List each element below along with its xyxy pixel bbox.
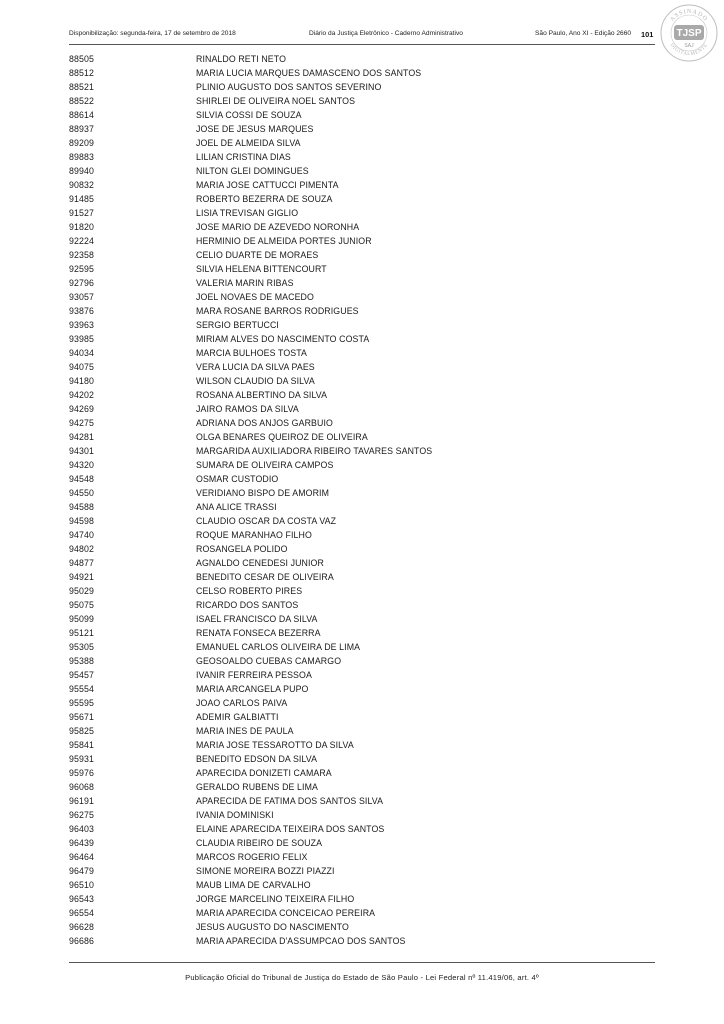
entry-name: ROBERTO BEZERRA DE SOUZA	[196, 194, 333, 204]
list-item	[69, 752, 589, 766]
entry-name: MIRIAM ALVES DO NASCIMENTO COSTA	[196, 334, 370, 344]
entry-name: SUMARA DE OLIVEIRA CAMPOS	[196, 460, 334, 470]
entry-name: MARIA INES DE PAULA	[196, 726, 294, 736]
entry-number: 89940	[69, 166, 94, 176]
entry-number: 94548	[69, 474, 94, 484]
list-item	[69, 598, 589, 612]
entry-name: MARCOS ROGERIO FELIX	[196, 852, 308, 862]
entry-number: 96554	[69, 908, 94, 918]
entry-name: MARIA LUCIA MARQUES DAMASCENO DOS SANTOS	[196, 68, 422, 78]
entry-number: 96068	[69, 782, 94, 792]
entry-list	[69, 52, 589, 948]
list-item	[69, 94, 589, 108]
entry-name: BENEDITO EDSON DA SILVA	[196, 754, 318, 764]
entry-name: JOSE MARIO DE AZEVEDO NORONHA	[196, 222, 360, 232]
list-item	[69, 52, 589, 66]
entry-name: IVANIR FERREIRA PESSOA	[196, 670, 312, 680]
list-item	[69, 458, 589, 472]
list-item	[69, 332, 589, 346]
list-item	[69, 248, 589, 262]
entry-number: 94598	[69, 516, 94, 526]
entry-name: SERGIO BERTUCCI	[196, 320, 279, 330]
header-divider	[69, 44, 655, 45]
entry-name: NILTON GLEI DOMINGUES	[196, 166, 309, 176]
list-item	[69, 920, 589, 934]
entry-number: 92224	[69, 236, 94, 246]
entry-name: RICARDO DOS SANTOS	[196, 600, 299, 610]
list-item	[69, 472, 589, 486]
entry-number: 94269	[69, 404, 94, 414]
entry-number: 94075	[69, 362, 94, 372]
entry-name: OLGA BENARES QUEIROZ DE OLIVEIRA	[196, 432, 368, 442]
entry-number: 95554	[69, 684, 94, 694]
entry-number: 92796	[69, 278, 94, 288]
list-item	[69, 696, 589, 710]
list-item	[69, 934, 589, 948]
list-item	[69, 640, 589, 654]
entry-name: JOEL DE ALMEIDA SILVA	[196, 138, 301, 148]
list-item	[69, 878, 589, 892]
header-availability-date: Disponibilização: segunda-feira, 17 de setembro de 2018	[69, 30, 236, 37]
entry-name: JOSE DE JESUS MARQUES	[196, 124, 314, 134]
list-item	[69, 164, 589, 178]
header-edition: São Paulo, Ano XI - Edição 2660	[535, 30, 632, 37]
list-item	[69, 570, 589, 584]
list-item	[69, 626, 589, 640]
entry-name: PLINIO AUGUSTO DOS SANTOS SEVERINO	[196, 82, 382, 92]
entry-number: 95976	[69, 768, 94, 778]
seal-graphic	[659, 3, 719, 63]
entry-name: APARECIDA DE FATIMA DOS SANTOS SILVA	[196, 796, 384, 806]
entry-name: MAUB LIMA DE CARVALHO	[196, 880, 311, 890]
list-item	[69, 416, 589, 430]
list-item	[69, 822, 589, 836]
entry-name: JOEL NOVAES DE MACEDO	[196, 292, 314, 302]
entry-number: 94740	[69, 530, 94, 540]
list-item	[69, 486, 589, 500]
entry-name: CLAUDIO OSCAR DA COSTA VAZ	[196, 516, 337, 526]
list-item	[69, 220, 589, 234]
list-item	[69, 654, 589, 668]
entry-number: 88522	[69, 96, 94, 106]
list-item	[69, 584, 589, 598]
entry-name: CELIO DUARTE DE MORAES	[196, 250, 319, 260]
list-item	[69, 668, 589, 682]
entry-name: JAIRO RAMOS DA SILVA	[196, 404, 299, 414]
list-item	[69, 836, 589, 850]
list-item	[69, 122, 589, 136]
entry-name: MARA ROSANE BARROS RODRIGUES	[196, 306, 359, 316]
entry-name: MARIA JOSE TESSAROTTO DA SILVA	[196, 740, 354, 750]
entry-name: VERIDIANO BISPO DE AMORIM	[196, 488, 330, 498]
entry-number: 93985	[69, 334, 94, 344]
entry-number: 91527	[69, 208, 94, 218]
entry-number: 96275	[69, 810, 94, 820]
entry-name: LILIAN CRISTINA DIAS	[196, 152, 291, 162]
list-item	[69, 514, 589, 528]
entry-number: 91485	[69, 194, 94, 204]
entry-name: MARIA APARECIDA CONCEICAO PEREIRA	[196, 908, 376, 918]
entry-number: 94550	[69, 488, 94, 498]
entry-name: SHIRLEI DE OLIVEIRA NOEL SANTOS	[196, 96, 356, 106]
list-item	[69, 710, 589, 724]
entry-number: 95931	[69, 754, 94, 764]
page-number: 101	[641, 30, 654, 39]
entry-name: EMANUEL CARLOS OLIVEIRA DE LIMA	[196, 642, 361, 652]
entry-name: APARECIDA DONIZETI CAMARA	[196, 768, 332, 778]
entry-name: WILSON CLAUDIO DA SILVA	[196, 376, 315, 386]
entry-number: 96479	[69, 866, 94, 876]
entry-number: 93963	[69, 320, 94, 330]
entry-number: 94320	[69, 460, 94, 470]
list-item	[69, 136, 589, 150]
header-journal-title: Diário da Justiça Eletrônico - Caderno Administrativo	[309, 30, 463, 37]
entry-number: 94301	[69, 446, 94, 456]
entry-name: GEOSOALDO CUEBAS CAMARGO	[196, 656, 342, 666]
entry-number: 94588	[69, 502, 94, 512]
entry-name: MARGARIDA AUXILIADORA RIBEIRO TAVARES SANTOS	[196, 446, 433, 456]
list-item	[69, 682, 589, 696]
entry-name: MARIA JOSE CATTUCCI PIMENTA	[196, 180, 339, 190]
entry-number: 90832	[69, 180, 94, 190]
list-item	[69, 724, 589, 738]
entry-number: 95029	[69, 586, 94, 596]
entry-name: GERALDO RUBENS DE LIMA	[196, 782, 318, 792]
list-item	[69, 444, 589, 458]
list-item	[69, 360, 589, 374]
list-item	[69, 150, 589, 164]
entry-number: 96403	[69, 824, 94, 834]
entry-name: VALERIA MARIN RIBAS	[196, 278, 294, 288]
entry-name: MARCIA BULHOES TOSTA	[196, 348, 308, 358]
entry-name: BENEDITO CESAR DE OLIVEIRA	[196, 572, 334, 582]
entry-number: 95457	[69, 670, 94, 680]
list-item	[69, 542, 589, 556]
entry-name: ROSANGELA POLIDO	[196, 544, 288, 554]
list-item	[69, 108, 589, 122]
entry-name: JESUS AUGUSTO DO NASCIMENTO	[196, 922, 349, 932]
entry-name: RENATA FONSECA BEZERRA	[196, 628, 321, 638]
entry-number: 95075	[69, 600, 94, 610]
entry-name: JORGE MARCELINO TEIXEIRA FILHO	[196, 894, 355, 904]
list-item	[69, 262, 589, 276]
entry-name: ROSANA ALBERTINO DA SILVA	[196, 390, 328, 400]
list-item	[69, 192, 589, 206]
entry-number: 94202	[69, 390, 94, 400]
entry-number: 94877	[69, 558, 94, 568]
list-item	[69, 780, 589, 794]
entry-number: 95825	[69, 726, 94, 736]
entry-number: 95388	[69, 656, 94, 666]
entry-number: 88521	[69, 82, 94, 92]
svg-text:ASSINADO	[669, 9, 708, 23]
entry-number: 92595	[69, 264, 94, 274]
list-item	[69, 612, 589, 626]
entry-number: 95595	[69, 698, 94, 708]
entry-number: 96686	[69, 936, 94, 946]
entry-name: OSMAR CUSTODIO	[196, 474, 279, 484]
list-item	[69, 374, 589, 388]
list-item	[69, 402, 589, 416]
entry-name: AGNALDO CENEDESI JUNIOR	[196, 558, 324, 568]
list-item	[69, 528, 589, 542]
list-item	[69, 234, 589, 248]
entry-name: LISIA TREVISAN GIGLIO	[196, 208, 299, 218]
entry-number: 88512	[69, 68, 94, 78]
list-item	[69, 766, 589, 780]
entry-number: 96439	[69, 838, 94, 848]
entry-number: 88505	[69, 54, 94, 64]
entry-name: SILVIA HELENA BITTENCOURT	[196, 264, 327, 274]
entry-name: MARIA ARCANGELA PUPO	[196, 684, 309, 694]
seal-top-text: ASSINADO	[669, 8, 709, 23]
entry-name: CELSO ROBERTO PIRES	[196, 586, 303, 596]
list-item	[69, 276, 589, 290]
footer-legal-notice: Publicação Oficial do Tribunal de Justiça do Estado de São Paulo - Lei Federal nº 11.419/06, art. 4º	[185, 973, 539, 982]
list-item	[69, 66, 589, 80]
entry-number: 96510	[69, 880, 94, 890]
seal-badge: TJSP	[676, 28, 702, 39]
entry-number: 95305	[69, 642, 94, 652]
entry-name: SILVIA COSSI DE SOUZA	[196, 110, 302, 120]
entry-name: CLAUDIA RIBEIRO DE SOUZA	[196, 838, 323, 848]
entry-number: 95121	[69, 628, 94, 638]
digital-signature-seal	[659, 3, 719, 63]
list-item	[69, 864, 589, 878]
entry-name: VERA LUCIA DA SILVA PAES	[196, 362, 315, 372]
entry-number: 95671	[69, 712, 94, 722]
entry-name: ADRIANA DOS ANJOS GARBUIO	[196, 418, 333, 428]
entry-name: ROQUE MARANHAO FILHO	[196, 530, 312, 540]
entry-number: 89883	[69, 152, 94, 162]
entry-number: 93876	[69, 306, 94, 316]
entry-number: 89209	[69, 138, 94, 148]
list-item	[69, 850, 589, 864]
entry-number: 95841	[69, 740, 94, 750]
entry-name: RINALDO RETI NETO	[196, 54, 287, 64]
entry-number: 94275	[69, 418, 94, 428]
list-item	[69, 304, 589, 318]
entry-number: 93057	[69, 292, 94, 302]
list-item	[69, 906, 589, 920]
entry-number: 94802	[69, 544, 94, 554]
entry-number: 94921	[69, 572, 94, 582]
entry-number: 96628	[69, 922, 94, 932]
entry-name: SIMONE MOREIRA BOZZI PIAZZI	[196, 866, 335, 876]
entry-number: 94281	[69, 432, 94, 442]
footer-divider	[69, 962, 655, 963]
entry-name: ADEMIR GALBIATTI	[196, 712, 279, 722]
list-item	[69, 500, 589, 514]
list-item	[69, 80, 589, 94]
list-item	[69, 290, 589, 304]
entry-name: IVANIA DOMINISKI	[196, 810, 274, 820]
seal-sub: SAJ	[684, 43, 694, 49]
list-item	[69, 206, 589, 220]
list-item	[69, 178, 589, 192]
entry-number: 96464	[69, 852, 94, 862]
list-item	[69, 388, 589, 402]
entry-number: 96543	[69, 894, 94, 904]
list-item	[69, 556, 589, 570]
list-item	[69, 738, 589, 752]
entry-number: 94180	[69, 376, 94, 386]
entry-number: 92358	[69, 250, 94, 260]
seal-bottom-text: DIGITALMENTE	[668, 42, 710, 58]
entry-number: 91820	[69, 222, 94, 232]
entry-number: 88614	[69, 110, 94, 120]
list-item	[69, 808, 589, 822]
list-item	[69, 892, 589, 906]
entry-name: ELAINE APARECIDA TEIXEIRA DOS SANTOS	[196, 824, 385, 834]
entry-number: 95099	[69, 614, 94, 624]
entry-number: 94034	[69, 348, 94, 358]
list-item	[69, 318, 589, 332]
entry-number: 88937	[69, 124, 94, 134]
entry-name: MARIA APARECIDA D'ASSUMPCAO DOS SANTOS	[196, 936, 406, 946]
entry-name: JOAO CARLOS PAIVA	[196, 698, 288, 708]
entry-name: ANA ALICE TRASSI	[196, 502, 277, 512]
entry-name: ISAEL FRANCISCO DA SILVA	[196, 614, 318, 624]
entry-number: 96191	[69, 796, 94, 806]
list-item	[69, 794, 589, 808]
list-item	[69, 430, 589, 444]
entry-name: HERMINIO DE ALMEIDA PORTES JUNIOR	[196, 236, 372, 246]
list-item	[69, 346, 589, 360]
